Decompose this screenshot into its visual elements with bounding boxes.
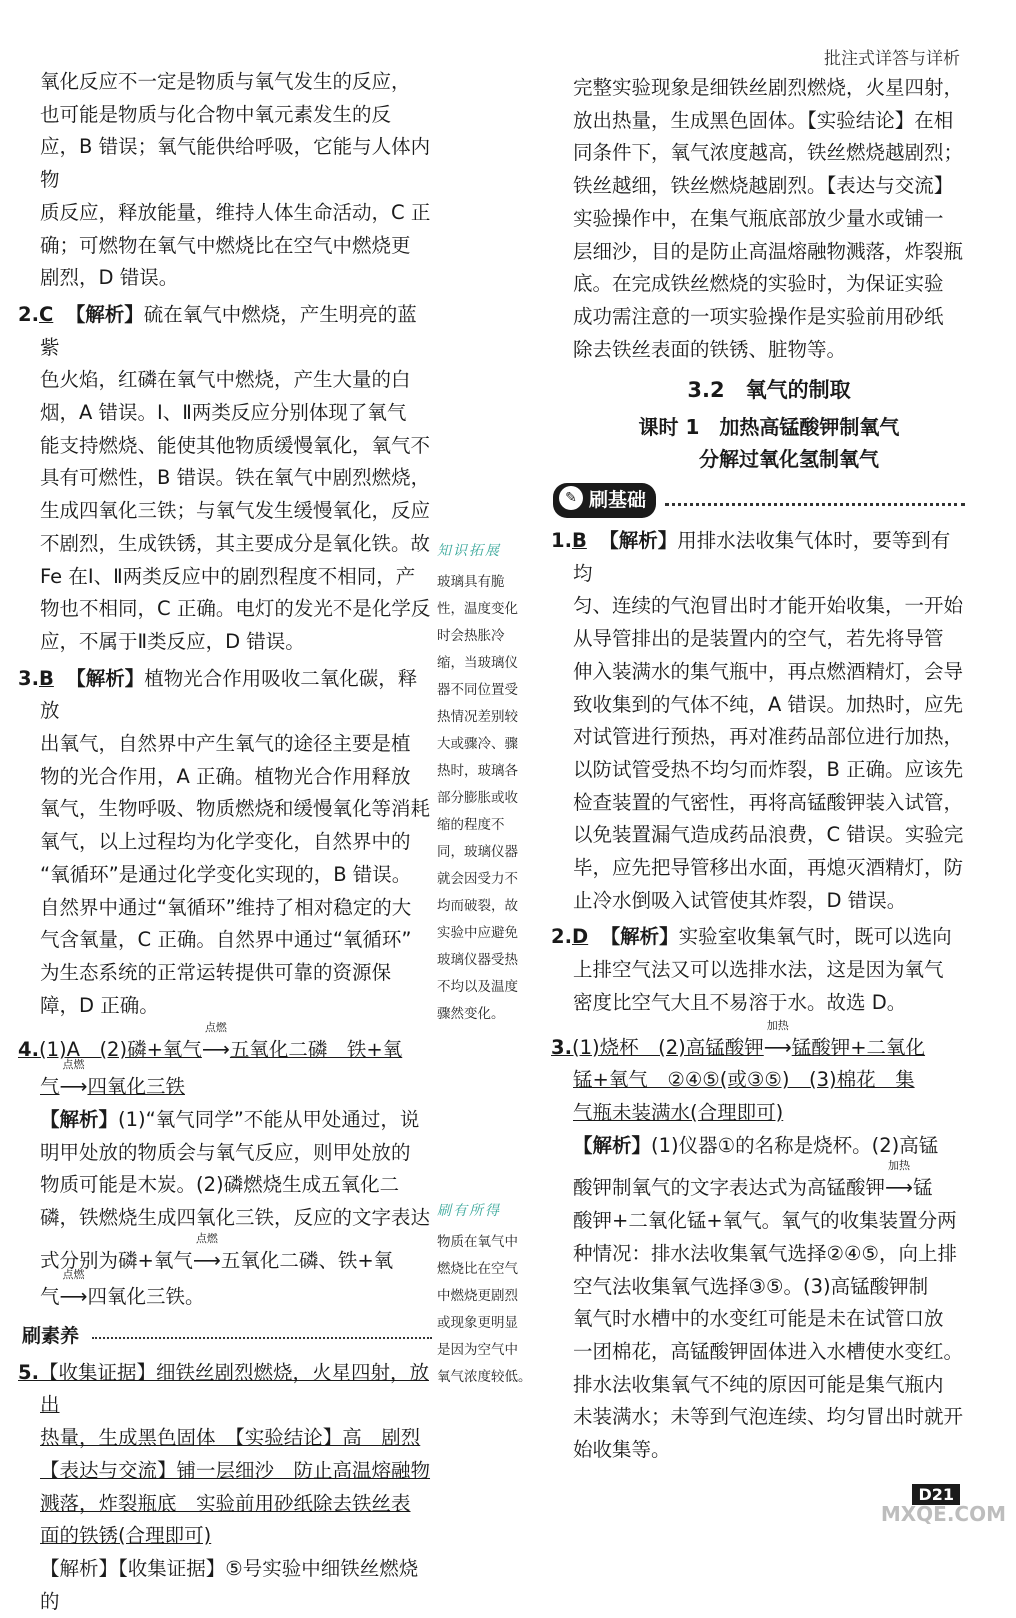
text-line: 致收集到的气体不纯，A 错误。加热时，应先 bbox=[573, 692, 964, 716]
text-line: 四氧化三铁。 bbox=[87, 1285, 205, 1309]
side-note-line: 均而破裂，故 bbox=[437, 898, 518, 914]
text-line: 气含氧量，C 正确。自然界中通过“氧循环” bbox=[40, 928, 412, 952]
text-line: 完整实验现象是细铁丝剧烈燃烧，火星四射， bbox=[573, 76, 964, 99]
question-5 bbox=[18, 1357, 432, 1618]
answer-text: (1)烧杯 (2)高锰酸钾 bbox=[571, 1035, 764, 1059]
section-tag-row bbox=[553, 483, 965, 521]
text-line: 气 bbox=[40, 1285, 60, 1309]
analysis-tag: 【解析】 bbox=[40, 1107, 119, 1131]
running-header: 批注式详答与详析 bbox=[824, 49, 960, 69]
text-line: 能支持燃烧、能使其他物质缓慢氧化，氧气不 bbox=[40, 433, 431, 457]
side-note-line: 实验中应避免 bbox=[437, 925, 518, 941]
text-line: 实验操作中，在集气瓶底部放少量水或铺一 bbox=[573, 206, 944, 230]
answer-text: 五氧化二磷 铁+氧 bbox=[229, 1038, 403, 1062]
arrow-label: 点燃 bbox=[62, 1058, 85, 1072]
text-line: 五氧化二磷、铁+氧 bbox=[220, 1248, 394, 1272]
text-line: 氧气，以上过程均为化学变化，自然界中的 bbox=[40, 830, 411, 854]
side-note-line: 热时，玻璃各 bbox=[437, 763, 518, 779]
text-line: 剧烈，D 错误。 bbox=[40, 266, 179, 290]
question-number: 1. bbox=[551, 529, 572, 553]
side-note-knowledge bbox=[437, 538, 547, 1028]
text-line: 应，不属于Ⅱ类反应，D 错误。 bbox=[40, 629, 305, 653]
question-number: 5. bbox=[18, 1360, 39, 1384]
side-note-line: 器不同位置受 bbox=[437, 682, 518, 698]
reaction-arrow: 点燃 ⟶ bbox=[59, 1058, 88, 1099]
answer-letter: B bbox=[38, 666, 54, 690]
text-line: 质反应，释放能量，维持人体生命活动，C 正 bbox=[40, 200, 431, 224]
text-line: 匀、连续的气泡冒出时才能开始收集，一开始 bbox=[573, 594, 964, 618]
text-line: 用排水法收集气体时，要等到有均 bbox=[573, 529, 951, 585]
dotted-rule bbox=[665, 503, 965, 506]
text-line: 烟，A 错误。Ⅰ、Ⅱ两类反应分别体现了氧气 bbox=[40, 401, 407, 425]
side-note-line: 或现象更明显 bbox=[437, 1315, 518, 1331]
arrow-label: 点燃 bbox=[62, 1268, 85, 1282]
side-note-title: 知识拓展 bbox=[437, 543, 501, 559]
text-line: 式分别为磷+氧气 bbox=[40, 1248, 193, 1272]
lesson-title-line-2: 分解过氧化氢制氧气 bbox=[699, 447, 879, 472]
answer-text: 气 bbox=[40, 1075, 60, 1099]
side-note-line: 同，玻璃仪器 bbox=[437, 844, 518, 860]
text-line: 始收集等。 bbox=[573, 1438, 671, 1462]
analysis-tag: 【解析】 bbox=[573, 1133, 652, 1157]
text-line: 明甲处放的物质会与氧气反应，则甲处放的 bbox=[40, 1140, 411, 1164]
side-note-line: 物质在氧气中 bbox=[437, 1234, 518, 1250]
arrow-label: 加热 bbox=[766, 1018, 789, 1032]
side-note-takeaway bbox=[437, 1198, 547, 1391]
side-note-line: 不均以及温度 bbox=[437, 979, 518, 995]
side-note-line: 缩，当玻璃仪 bbox=[437, 655, 518, 671]
answer-text: 【收集证据】细铁丝剧烈燃烧，火星四射，放出 bbox=[38, 1360, 429, 1417]
section-label bbox=[22, 1320, 432, 1353]
text-line: 出氧气，自然界中产生氧气的途径主要是植 bbox=[40, 732, 411, 756]
text-line: 也可能是物质与化合物中氧元素发生的反 bbox=[40, 102, 392, 126]
continued-block bbox=[573, 72, 965, 366]
side-note-line: 时会热胀冷 bbox=[437, 628, 505, 644]
dotted-rule bbox=[92, 1337, 432, 1339]
text-line: 毕，应先把导管移出水面，再熄灭酒精灯，防 bbox=[573, 856, 964, 880]
text-line: 以防试管受热不均匀而炸裂，B 正确。应该先 bbox=[573, 757, 964, 781]
text-line: 物质可能是木炭。(2)磷燃烧生成五氧化二 bbox=[40, 1173, 400, 1197]
text-line: 为生态系统的正常运转提供可靠的资源保 bbox=[40, 960, 392, 984]
analysis-tag: 【解析】 bbox=[600, 925, 679, 949]
side-note-line: 大或骤冷、骤 bbox=[437, 736, 518, 752]
question-number: 3. bbox=[551, 1035, 572, 1059]
right-column bbox=[551, 72, 965, 1467]
text-line: 生成四氧化三铁；与氧气发生缓慢氧化，反应 bbox=[40, 499, 431, 523]
reaction-arrow: 加热 ⟶ bbox=[763, 1018, 792, 1059]
answer-text: 四氧化三铁 bbox=[87, 1075, 185, 1099]
question-number: 4. bbox=[18, 1038, 39, 1062]
text-line: 空气法收集氧气选择③⑤。(3)高锰酸钾制 bbox=[573, 1274, 929, 1298]
text-line: Fe 在Ⅰ、Ⅱ两类反应中的剧烈程度不相同，产 bbox=[40, 564, 416, 588]
side-note-line: 玻璃具有脆 bbox=[437, 574, 505, 590]
text-line: 锰 bbox=[912, 1176, 933, 1200]
text-line: 具有可燃性，B 错误。铁在氧气中剧烈燃烧， bbox=[40, 466, 431, 490]
answer-text: 【表达与交流】铺一层细沙 防止高温熔融物 bbox=[40, 1458, 431, 1482]
text-line: 铁丝越细，铁丝燃烧越剧烈。【表达与交流】 bbox=[573, 174, 954, 198]
question-number: 2. bbox=[18, 302, 39, 326]
text-line: 酸钾+二氧化锰+氧气。氧气的收集装置分两 bbox=[573, 1209, 957, 1233]
arrow-label: 加热 bbox=[888, 1159, 910, 1173]
text-line: 不剧烈，生成铁锈，其主要成分是氧化铁。故 bbox=[40, 531, 431, 555]
text-line: 以免装置漏气造成药品浪费，C 错误。实验完 bbox=[573, 823, 964, 847]
text-line: 同条件下，氧气浓度越高，铁丝燃烧越剧烈； bbox=[573, 141, 964, 165]
lesson-title-line-1: 课时 1 加热高锰酸钾制氧气 bbox=[638, 415, 900, 440]
question-2 bbox=[18, 299, 432, 659]
text-line: 除去铁丝表面的铁锈、脏物等。 bbox=[573, 337, 847, 361]
text-line: 酸钾制氧气的文字表达式为高锰酸钾 bbox=[573, 1176, 886, 1200]
answer-text: 溅落，炸裂瓶底 实验前用砂纸除去铁丝表 bbox=[40, 1491, 411, 1515]
side-note-line: 部分膨胀或收 bbox=[437, 790, 518, 806]
side-note-line: 热情况差别较 bbox=[437, 709, 518, 725]
text-line: 对试管进行预热，再对准药品部位进行加热， bbox=[573, 725, 964, 749]
side-note-line: 玻璃仪器受热 bbox=[437, 952, 518, 968]
arrow-label: 点燃 bbox=[204, 1021, 227, 1035]
reaction-arrow: 加热 ⟶ bbox=[885, 1159, 913, 1200]
text-line: 应，B 错误；氧气能供给呼吸，它能与人体内物 bbox=[40, 135, 431, 192]
text-line: 上排空气法又可以选排水法，这是因为氧气 bbox=[573, 958, 944, 982]
text-line: 一团棉花，高锰酸钾固体进入水槽使水变红。 bbox=[573, 1339, 964, 1363]
answer-text: 面的铁锈(合理即可) bbox=[40, 1524, 212, 1548]
text-line: 检查装置的气密性，再将高锰酸钾装入试管， bbox=[573, 790, 964, 814]
reaction-arrow: 点燃 ⟶ bbox=[59, 1268, 88, 1309]
section-tag-text: 刷基础 bbox=[589, 489, 647, 512]
side-note-line: 是因为空气中 bbox=[437, 1342, 518, 1358]
text-line: 成功需注意的一项实验操作是实验前用砂纸 bbox=[573, 304, 944, 328]
answer-letter: C bbox=[38, 302, 54, 326]
text-line: 障，D 正确。 bbox=[40, 993, 159, 1017]
question-number: 3. bbox=[18, 666, 39, 690]
section-title: 3.2 氧气的制取 bbox=[687, 378, 851, 403]
text-line: (1)“氧气同学”不能从甲处通过，说 bbox=[118, 1107, 420, 1131]
text-line: 伸入装满水的集气瓶中，再点燃酒精灯，会导 bbox=[573, 659, 964, 683]
text-line: 色火焰，红磷在氧气中燃烧，产生大量的白 bbox=[40, 368, 411, 392]
answer-letter: B bbox=[571, 529, 587, 553]
text-line: 氧气，生物呼吸、物质燃烧和缓慢氧化等消耗 bbox=[40, 797, 431, 821]
side-note-line: 缩的程度不 bbox=[437, 817, 505, 833]
reaction-arrow: 点燃 ⟶ bbox=[201, 1021, 230, 1062]
text-line: 从导管排出的是装置内的空气，若先将导管 bbox=[573, 627, 944, 651]
analysis-tag: 【解析】 bbox=[599, 529, 678, 553]
answer-text: 气瓶未装满水(合理即可) bbox=[573, 1100, 784, 1124]
text-line: 磷，铁燃烧生成四氧化三铁，反应的文字表达 bbox=[40, 1205, 431, 1229]
text-line: 【解析】【收集证据】⑤号实验中细铁丝燃烧的 bbox=[40, 1556, 419, 1613]
brush-icon: ✎ bbox=[559, 486, 583, 510]
answer-text: 锰酸钾+二氧化 bbox=[791, 1035, 926, 1059]
watermark: MXQE.COM bbox=[880, 1502, 1006, 1526]
text-line: 排水法收集氧气不纯的原因可能是集气瓶内 bbox=[573, 1372, 944, 1396]
question-number: 2. bbox=[551, 925, 572, 949]
question-3 bbox=[18, 663, 432, 1023]
answer-text: 热量，生成黑色固体 【实验结论】高 剧烈 bbox=[40, 1426, 421, 1450]
reaction-arrow: 点燃 ⟶ bbox=[192, 1231, 221, 1272]
side-note-line: 就会因受力不 bbox=[437, 871, 518, 887]
analysis-tag: 【解析】 bbox=[65, 302, 144, 326]
page-number: D21 bbox=[912, 1484, 960, 1505]
arrow-label: 点燃 bbox=[195, 1231, 218, 1245]
text-line: 止冷水倒吸入试管使其炸裂，D 错误。 bbox=[573, 888, 907, 912]
text-line: 物的光合作用，A 正确。植物光合作用释放 bbox=[40, 764, 411, 788]
answer-text: 锰+氧气 ②④⑤(或③⑤) (3)棉花 集 bbox=[573, 1068, 915, 1092]
answer-text: (1)A (2)磷+氧气 bbox=[38, 1038, 202, 1062]
text-line: 物也不相同，C 正确。电灯的发光不是化学反 bbox=[40, 597, 431, 621]
side-note-line: 中燃烧更剧烈 bbox=[437, 1288, 518, 1304]
text-line: 确；可燃物在氧气中燃烧比在空气中燃烧更 bbox=[40, 233, 411, 257]
text-line: 底。在完成铁丝燃烧的实验时，为保证实验 bbox=[573, 272, 944, 296]
text-line: 氧气时水槽中的水变红可能是未在试管口放 bbox=[573, 1307, 944, 1331]
side-note-line: 性，温度变化 bbox=[437, 601, 518, 617]
answer-letter: D bbox=[571, 925, 589, 949]
text-line: 植物光合作用吸收二氧化碳，释放 bbox=[40, 666, 418, 723]
text-line: 硫在氧气中燃烧，产生明亮的蓝紫 bbox=[40, 302, 417, 359]
text-line: 氧化反应不一定是物质与氧气发生的反应， bbox=[40, 70, 411, 93]
side-note-line: 骤然变化。 bbox=[437, 1006, 505, 1022]
text-line: (1)仪器①的名称是烧杯。(2)高锰 bbox=[651, 1133, 939, 1157]
question-1 bbox=[551, 525, 965, 917]
section-tag bbox=[553, 483, 656, 518]
left-column bbox=[18, 66, 432, 1618]
text-line: 层细沙，目的是防止高温熔融物溅落，炸裂瓶 bbox=[573, 239, 964, 263]
side-note-line: 氧气浓度较低。 bbox=[437, 1369, 532, 1385]
question-4 bbox=[18, 1021, 432, 1314]
section-label-text: 刷素养 bbox=[22, 1325, 80, 1348]
question-2-right bbox=[551, 921, 965, 1019]
analysis-tag: 【解析】 bbox=[66, 666, 145, 690]
side-note-title: 刷有所得 bbox=[437, 1203, 501, 1219]
text-line: 实验室收集氧气时，既可以选向 bbox=[678, 925, 952, 949]
text-line: 密度比空气大且不易溶于水。故选 D。 bbox=[573, 990, 907, 1014]
intro-block bbox=[40, 66, 432, 295]
question-3-right bbox=[551, 1018, 965, 1467]
side-note-line: 燃烧比在空气 bbox=[437, 1261, 518, 1277]
text-line: 种情况：排水法收集氧气选择②④⑤，向上排 bbox=[573, 1241, 957, 1265]
text-line: “氧循环”是通过化学变化实现的，B 错误。 bbox=[40, 862, 412, 886]
text-line: 自然界中通过“氧循环”维持了相对稳定的大 bbox=[40, 895, 412, 919]
text-line: 未装满水；未等到气泡连续、均匀冒出时就开 bbox=[573, 1405, 964, 1429]
text-line: 放出热量，生成黑色固体。【实验结论】在相 bbox=[573, 108, 954, 132]
